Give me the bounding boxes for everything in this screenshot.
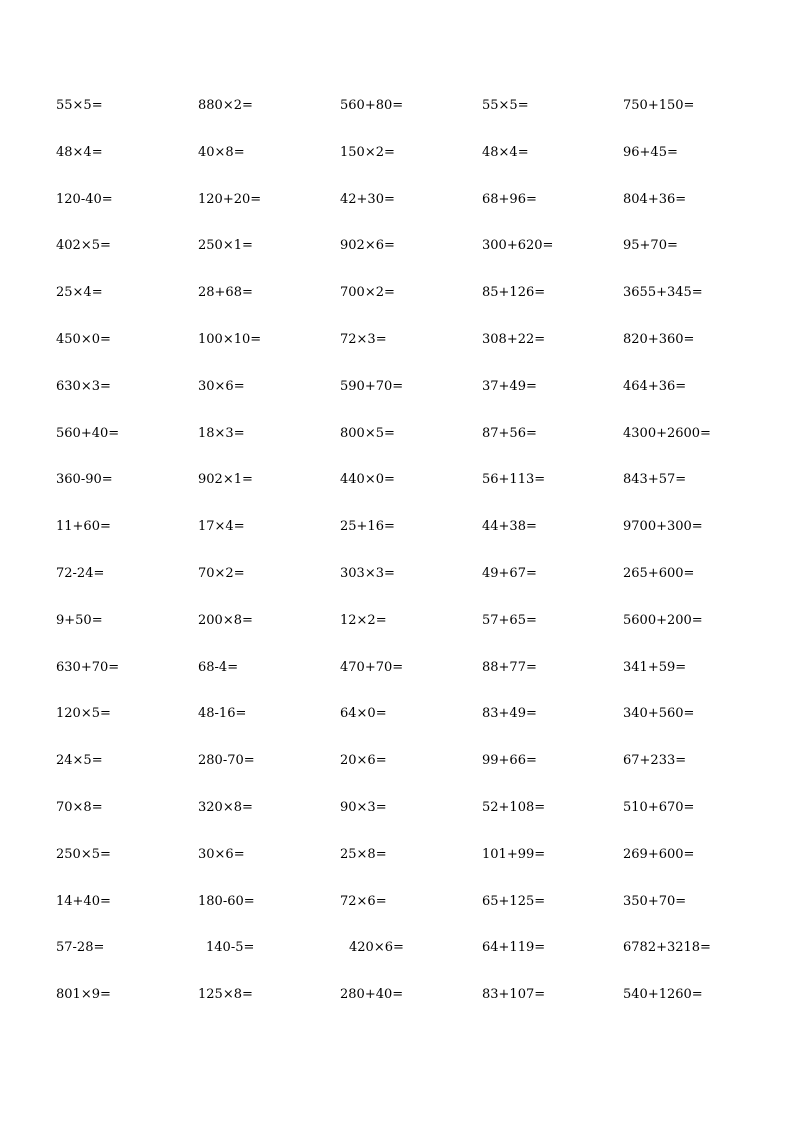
arithmetic-problem: 843+57= [623,472,687,488]
problem-row [56,470,776,517]
arithmetic-problem: 70×8= [56,799,103,815]
problem-row [56,236,776,283]
arithmetic-problem: 250×5= [56,846,111,862]
arithmetic-problem: 83+107= [482,987,546,1003]
arithmetic-problem: 44+38= [482,519,537,535]
arithmetic-problem: 88+77= [482,659,537,675]
problem-row [56,938,776,985]
arithmetic-problem: 25×8= [340,846,387,862]
arithmetic-problem: 28+68= [198,285,253,301]
arithmetic-problem: 67+233= [623,753,687,769]
arithmetic-problem: 464+36= [623,378,687,394]
arithmetic-problem: 72×6= [340,893,387,909]
arithmetic-problem: 350+70= [623,893,687,909]
arithmetic-problem: 55×5= [482,98,529,113]
arithmetic-problem: 68+96= [482,191,537,207]
arithmetic-problem: 340+560= [623,706,695,722]
arithmetic-problem: 540+1260= [623,987,703,1003]
arithmetic-problem: 65+125= [482,893,546,909]
arithmetic-problem: 85+126= [482,285,546,301]
arithmetic-problem: 308+22= [482,331,546,347]
arithmetic-problem: 140-5= [206,940,255,956]
arithmetic-problem: 96+45= [623,144,678,160]
arithmetic-problem: 101+99= [482,846,546,862]
arithmetic-problem: 52+108= [482,799,546,815]
arithmetic-problem: 11+60= [56,519,111,535]
arithmetic-problem: 64+119= [482,940,546,956]
problem-row [56,798,776,845]
arithmetic-problem: 150×2= [340,144,395,160]
arithmetic-problem: 99+66= [482,753,537,769]
arithmetic-problem: 200×8= [198,612,253,628]
arithmetic-problem: 64×0= [340,706,387,722]
arithmetic-problem: 68-4= [198,659,239,675]
arithmetic-problem: 12×2= [340,612,387,628]
arithmetic-problem: 420×6= [349,940,404,956]
arithmetic-problem: 6782+3218= [623,940,711,956]
problem-row [56,658,776,705]
arithmetic-problem: 100×10= [198,331,262,347]
arithmetic-problem: 590+70= [340,378,404,394]
problem-row [56,704,776,751]
arithmetic-problem: 750+150= [623,98,695,113]
arithmetic-problem: 49+67= [482,565,537,581]
arithmetic-problem: 880×2= [198,98,253,113]
arithmetic-problem: 402×5= [56,238,111,254]
arithmetic-problem: 510+670= [623,799,695,815]
arithmetic-problem: 250×1= [198,238,253,254]
arithmetic-problem: 4300+2600= [623,425,711,441]
arithmetic-problem: 303×3= [340,565,395,581]
problem-row [56,845,776,892]
arithmetic-problem: 902×1= [198,472,253,488]
problem-row [56,424,776,471]
arithmetic-problem: 320×8= [198,799,253,815]
arithmetic-problem: 48-16= [198,706,247,722]
arithmetic-problem: 470+70= [340,659,404,675]
arithmetic-problem: 560+40= [56,425,120,441]
arithmetic-problem: 440×0= [340,472,395,488]
arithmetic-problem: 360-90= [56,472,113,488]
arithmetic-problem: 9700+300= [623,519,703,535]
arithmetic-problem: 120+20= [198,191,262,207]
arithmetic-problem: 87+56= [482,425,537,441]
arithmetic-problem: 90×3= [340,799,387,815]
arithmetic-problem: 24×5= [56,753,103,769]
arithmetic-problem: 801×9= [56,987,111,1003]
problem-row [56,96,776,143]
arithmetic-problem: 265+600= [623,565,695,581]
arithmetic-problem: 560+80= [340,98,404,113]
arithmetic-problem: 120-40= [56,191,113,207]
arithmetic-problem: 30×6= [198,846,245,862]
arithmetic-problem: 25×4= [56,285,103,301]
arithmetic-problem: 9+50= [56,612,103,628]
arithmetic-problem: 57+65= [482,612,537,628]
arithmetic-problem-grid [56,96,776,1032]
arithmetic-problem: 40×8= [198,144,245,160]
arithmetic-problem: 83+49= [482,706,537,722]
problem-row [56,330,776,377]
problem-row [56,283,776,330]
arithmetic-problem: 125×8= [198,987,253,1003]
arithmetic-problem: 20×6= [340,753,387,769]
arithmetic-problem: 95+70= [623,238,678,254]
arithmetic-problem: 820+360= [623,331,695,347]
arithmetic-problem: 57-28= [56,940,105,956]
arithmetic-problem: 42+30= [340,191,395,207]
problem-row [56,892,776,939]
problem-row [56,190,776,237]
arithmetic-problem: 300+620= [482,238,554,254]
problem-row [56,611,776,658]
arithmetic-problem: 280-70= [198,753,255,769]
arithmetic-problem: 630+70= [56,659,120,675]
arithmetic-problem: 48×4= [482,144,529,160]
arithmetic-problem: 700×2= [340,285,395,301]
arithmetic-problem: 72-24= [56,565,105,581]
problem-row [56,564,776,611]
problem-row [56,377,776,424]
arithmetic-problem: 902×6= [340,238,395,254]
arithmetic-problem: 120×5= [56,706,111,722]
arithmetic-problem: 48×4= [56,144,103,160]
arithmetic-problem: 269+600= [623,846,695,862]
arithmetic-problem: 3655+345= [623,285,703,301]
arithmetic-problem: 14+40= [56,893,111,909]
arithmetic-problem: 450×0= [56,331,111,347]
arithmetic-problem: 70×2= [198,565,245,581]
arithmetic-problem: 17×4= [198,519,245,535]
problem-row [56,751,776,798]
problem-row [56,517,776,564]
arithmetic-problem: 72×3= [340,331,387,347]
arithmetic-problem: 630×3= [56,378,111,394]
arithmetic-problem: 25+16= [340,519,395,535]
arithmetic-problem: 30×6= [198,378,245,394]
arithmetic-problem: 55×5= [56,98,103,113]
problem-row [56,143,776,190]
arithmetic-problem: 180-60= [198,893,255,909]
arithmetic-problem: 341+59= [623,659,687,675]
arithmetic-problem: 804+36= [623,191,687,207]
arithmetic-problem: 18×3= [198,425,245,441]
arithmetic-problem: 800×5= [340,425,395,441]
arithmetic-problem: 280+40= [340,987,404,1003]
problem-row [56,985,776,1032]
arithmetic-problem: 37+49= [482,378,537,394]
arithmetic-problem: 5600+200= [623,612,703,628]
arithmetic-problem: 56+113= [482,472,546,488]
